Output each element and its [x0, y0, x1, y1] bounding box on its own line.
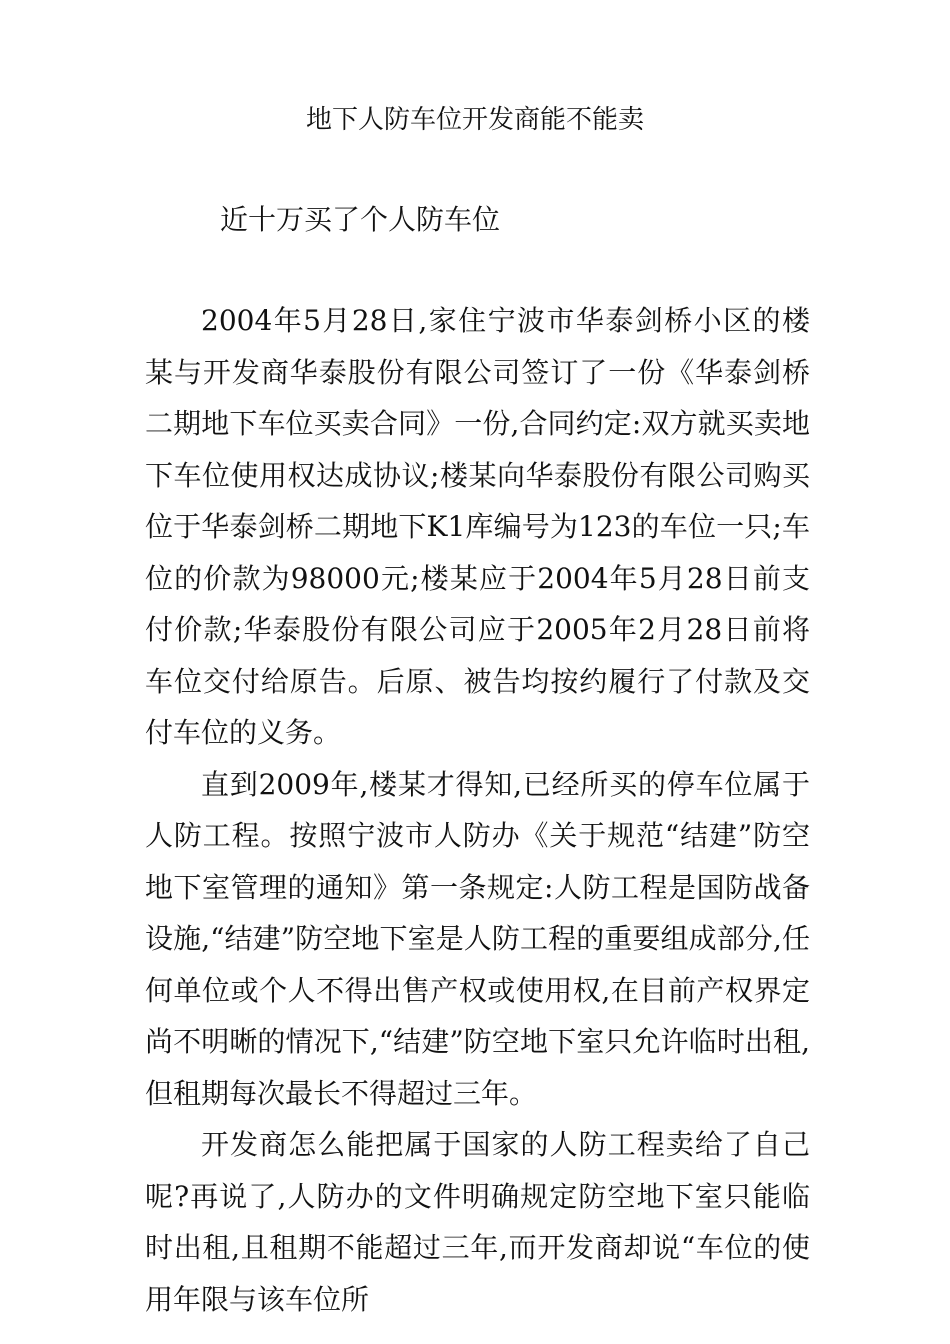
paragraph-3: 开发商怎么能把属于国家的人防工程卖给了自己呢?再说了,人防办的文件明确规定防空地下室只能临时出租,且租期不能超过三年,而开发商却说“车位的使用年限与该车位所	[145, 1128, 810, 1316]
document-subtitle: 近十万买了个人防车位	[220, 203, 501, 236]
paragraph-2: 直到2009年,楼某才得知,已经所买的停车位属于人防工程。按照宁波市人防办《关于规范“结建”防空地下室管理的通知》第一条规定:人防工程是国防战备设施,“结建”防空地下室是人防工程的重要组成部分,任何单位或个人不得出售产权或使用权,在目前产权界定尚不明晰的情况下,“结建”防空地下室只允许临时出租,但租期每次最长不得超过三年。	[145, 767, 810, 1110]
document-body	[145, 295, 810, 1325]
paragraph-1: 2004年5月28日,家住宁波市华泰剑桥小区的楼某与开发商华泰股份有限公司签订了一份《华泰剑桥二期地下车位买卖合同》一份,合同约定:双方就买卖地下车位使用权达成协议;楼某向华泰股份有限公司购买位于华泰剑桥二期地下K1库编号为123的车位一只;车位的价款为98000元;楼某应于2004年5月28日前支付价款;华泰股份有限公司应于2005年2月28日前将车位交付给原告。后原、被告均按约履行了付款及交付车位的义务。	[145, 304, 810, 749]
document-title: 地下人防车位开发商能不能卖	[305, 105, 644, 135]
